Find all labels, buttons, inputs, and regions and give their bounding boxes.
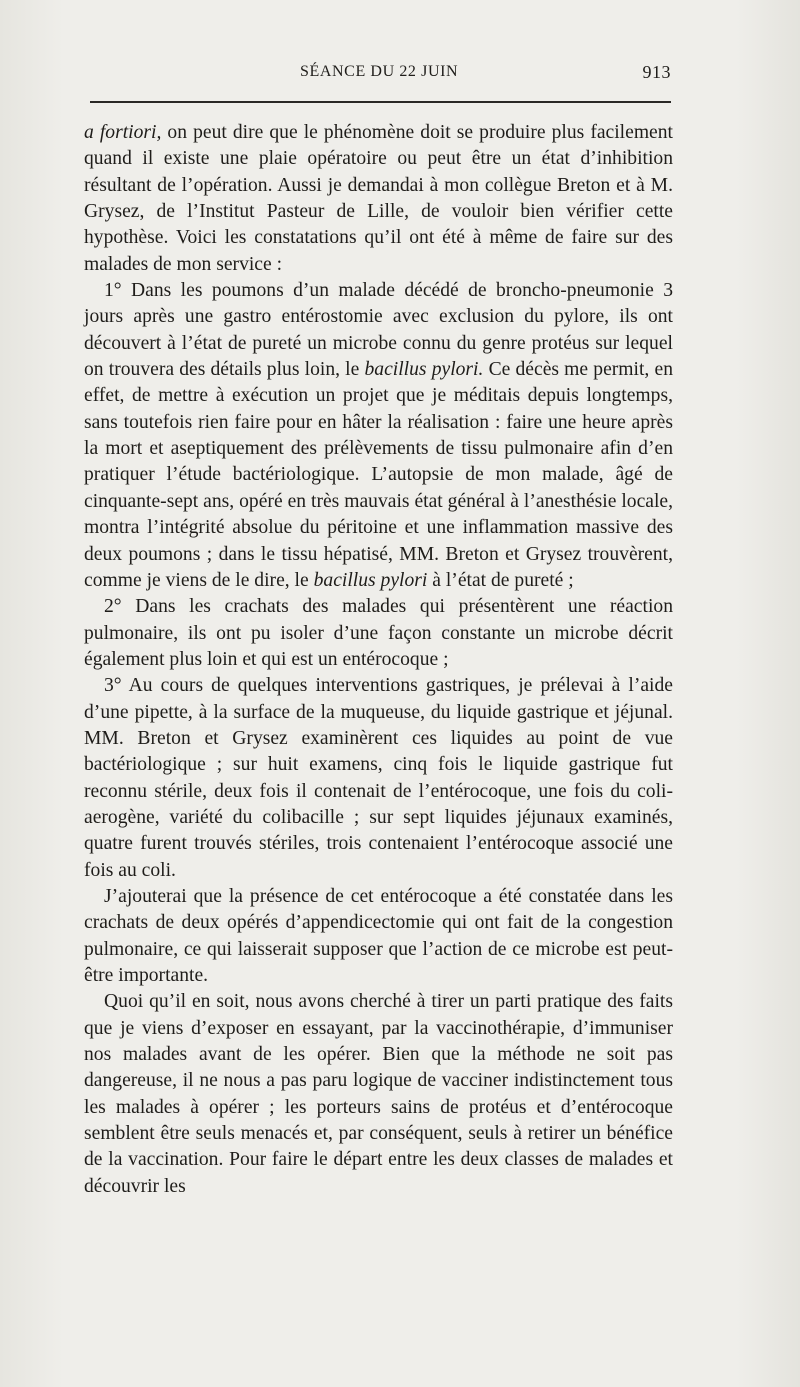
paragraph	[84, 673, 673, 884]
paragraph	[84, 884, 673, 989]
paragraph	[84, 989, 673, 1200]
running-title: SÉANCE DU 22 JUIN	[300, 63, 459, 80]
paragraph	[84, 594, 673, 673]
paragraph-text: Quoi qu’il en soit, nous avons cherché à tirer un parti pratique des faits que je viens d’exposer en essayant, par la vaccinothérapie, d’immuniser nos malades avant de les opérer. Bien que la méthode ne soit pas dangereuse, il ne nous a pas paru logique de vacciner indistinctement tous les malades à opérer ; les porteurs sains de protéus et d’entérocoque semblent être seuls menacés et, par conséquent, seuls à retirer un bénéfice de la vaccination. Pour faire le départ entre les deux classes de malades et découvrir les	[84, 991, 673, 1197]
paragraph	[84, 278, 673, 594]
paragraph-text: 2° Dans les crachats des malades qui présentèrent une réaction pulmonaire, ils ont pu isoler d’une façon constante un microbe décrit également plus loin et qui est un entérocoque ;	[84, 596, 673, 670]
header-rule	[90, 101, 671, 103]
paragraph-text: 1° Dans les poumons d’un malade décédé de broncho-pneumonie 3 jours après une gastro entérostomie avec exclusion du pylore, ils ont découvert à l’état de pureté un microbe connu du genre protéus sur lequel on trouvera des détails plus loin, le	[84, 280, 673, 381]
page-header	[90, 60, 673, 90]
paragraph-text: Ce décès me permit, en effet, de mettre à exécution un projet que je méditais depuis longtemps, sans toutefois rien faire pour en hâter la réalisation : faire une heure après la mort et aseptiquement des prélèvements de tissu pulmonaire afin d’en pratiquer l’étude bactériologique. L’autopsie de mon malade, âgé de cinquante-sept ans, opéré en très mauvais état général à l’anesthésie locale, montra l’intégrité absolue du péritoine et une inflammation massive des deux poumons ; dans le tissu hépatisé, MM. Breton et Grysez trouvèrent, comme je viens de le dire, le	[84, 359, 673, 591]
italic-phrase: bacillus pylori.	[364, 359, 484, 381]
paragraph	[84, 120, 673, 278]
paragraph-text: 3° Au cours de quelques interventions gastriques, je prélevai à l’aide d’une pipette, à la surface de la muqueuse, du liquide gastrique et jéjunal. MM. Breton et Grysez examinèrent ces liquides au point de vue bactériologique ; sur huit examens, cinq fois le liquide gastrique fut reconnu stérile, deux fois il contenait de l’entérocoque, une fois du coli-aerogène, variété du colibacille ; sur sept liquides jéjunaux examinés, quatre furent trouvés stériles, trois contenaient l’entérocoque associé une fois au coli.	[84, 675, 673, 881]
paragraph-text: J’ajouterai que la présence de cet entérocoque a été constatée dans les crachats de deux opérés d’appendicectomie qui ont fait de la congestion pulmonaire, ce qui laisserait supposer que l’action de ce microbe est peut-être importante.	[84, 885, 673, 986]
paragraph-text: on peut dire que le phénomène doit se produire plus facilement quand il existe une plaie opératoire ou peut être un état d’inhibition résultant de l’opération. Aussi je demandai à mon collègue Breton et à M. Grysez, de l’Institut Pasteur de Lille, de vouloir bien vérifier cette hypothèse. Voici les constatations qu’il ont été à même de faire sur des malades de mon service :	[84, 122, 673, 275]
paragraph-text: à l’état de pureté ;	[427, 569, 574, 591]
body-text	[84, 120, 673, 1200]
italic-phrase: bacillus pylori	[313, 569, 428, 591]
page-number: 913	[642, 62, 671, 82]
italic-phrase: a fortiori,	[84, 122, 162, 143]
